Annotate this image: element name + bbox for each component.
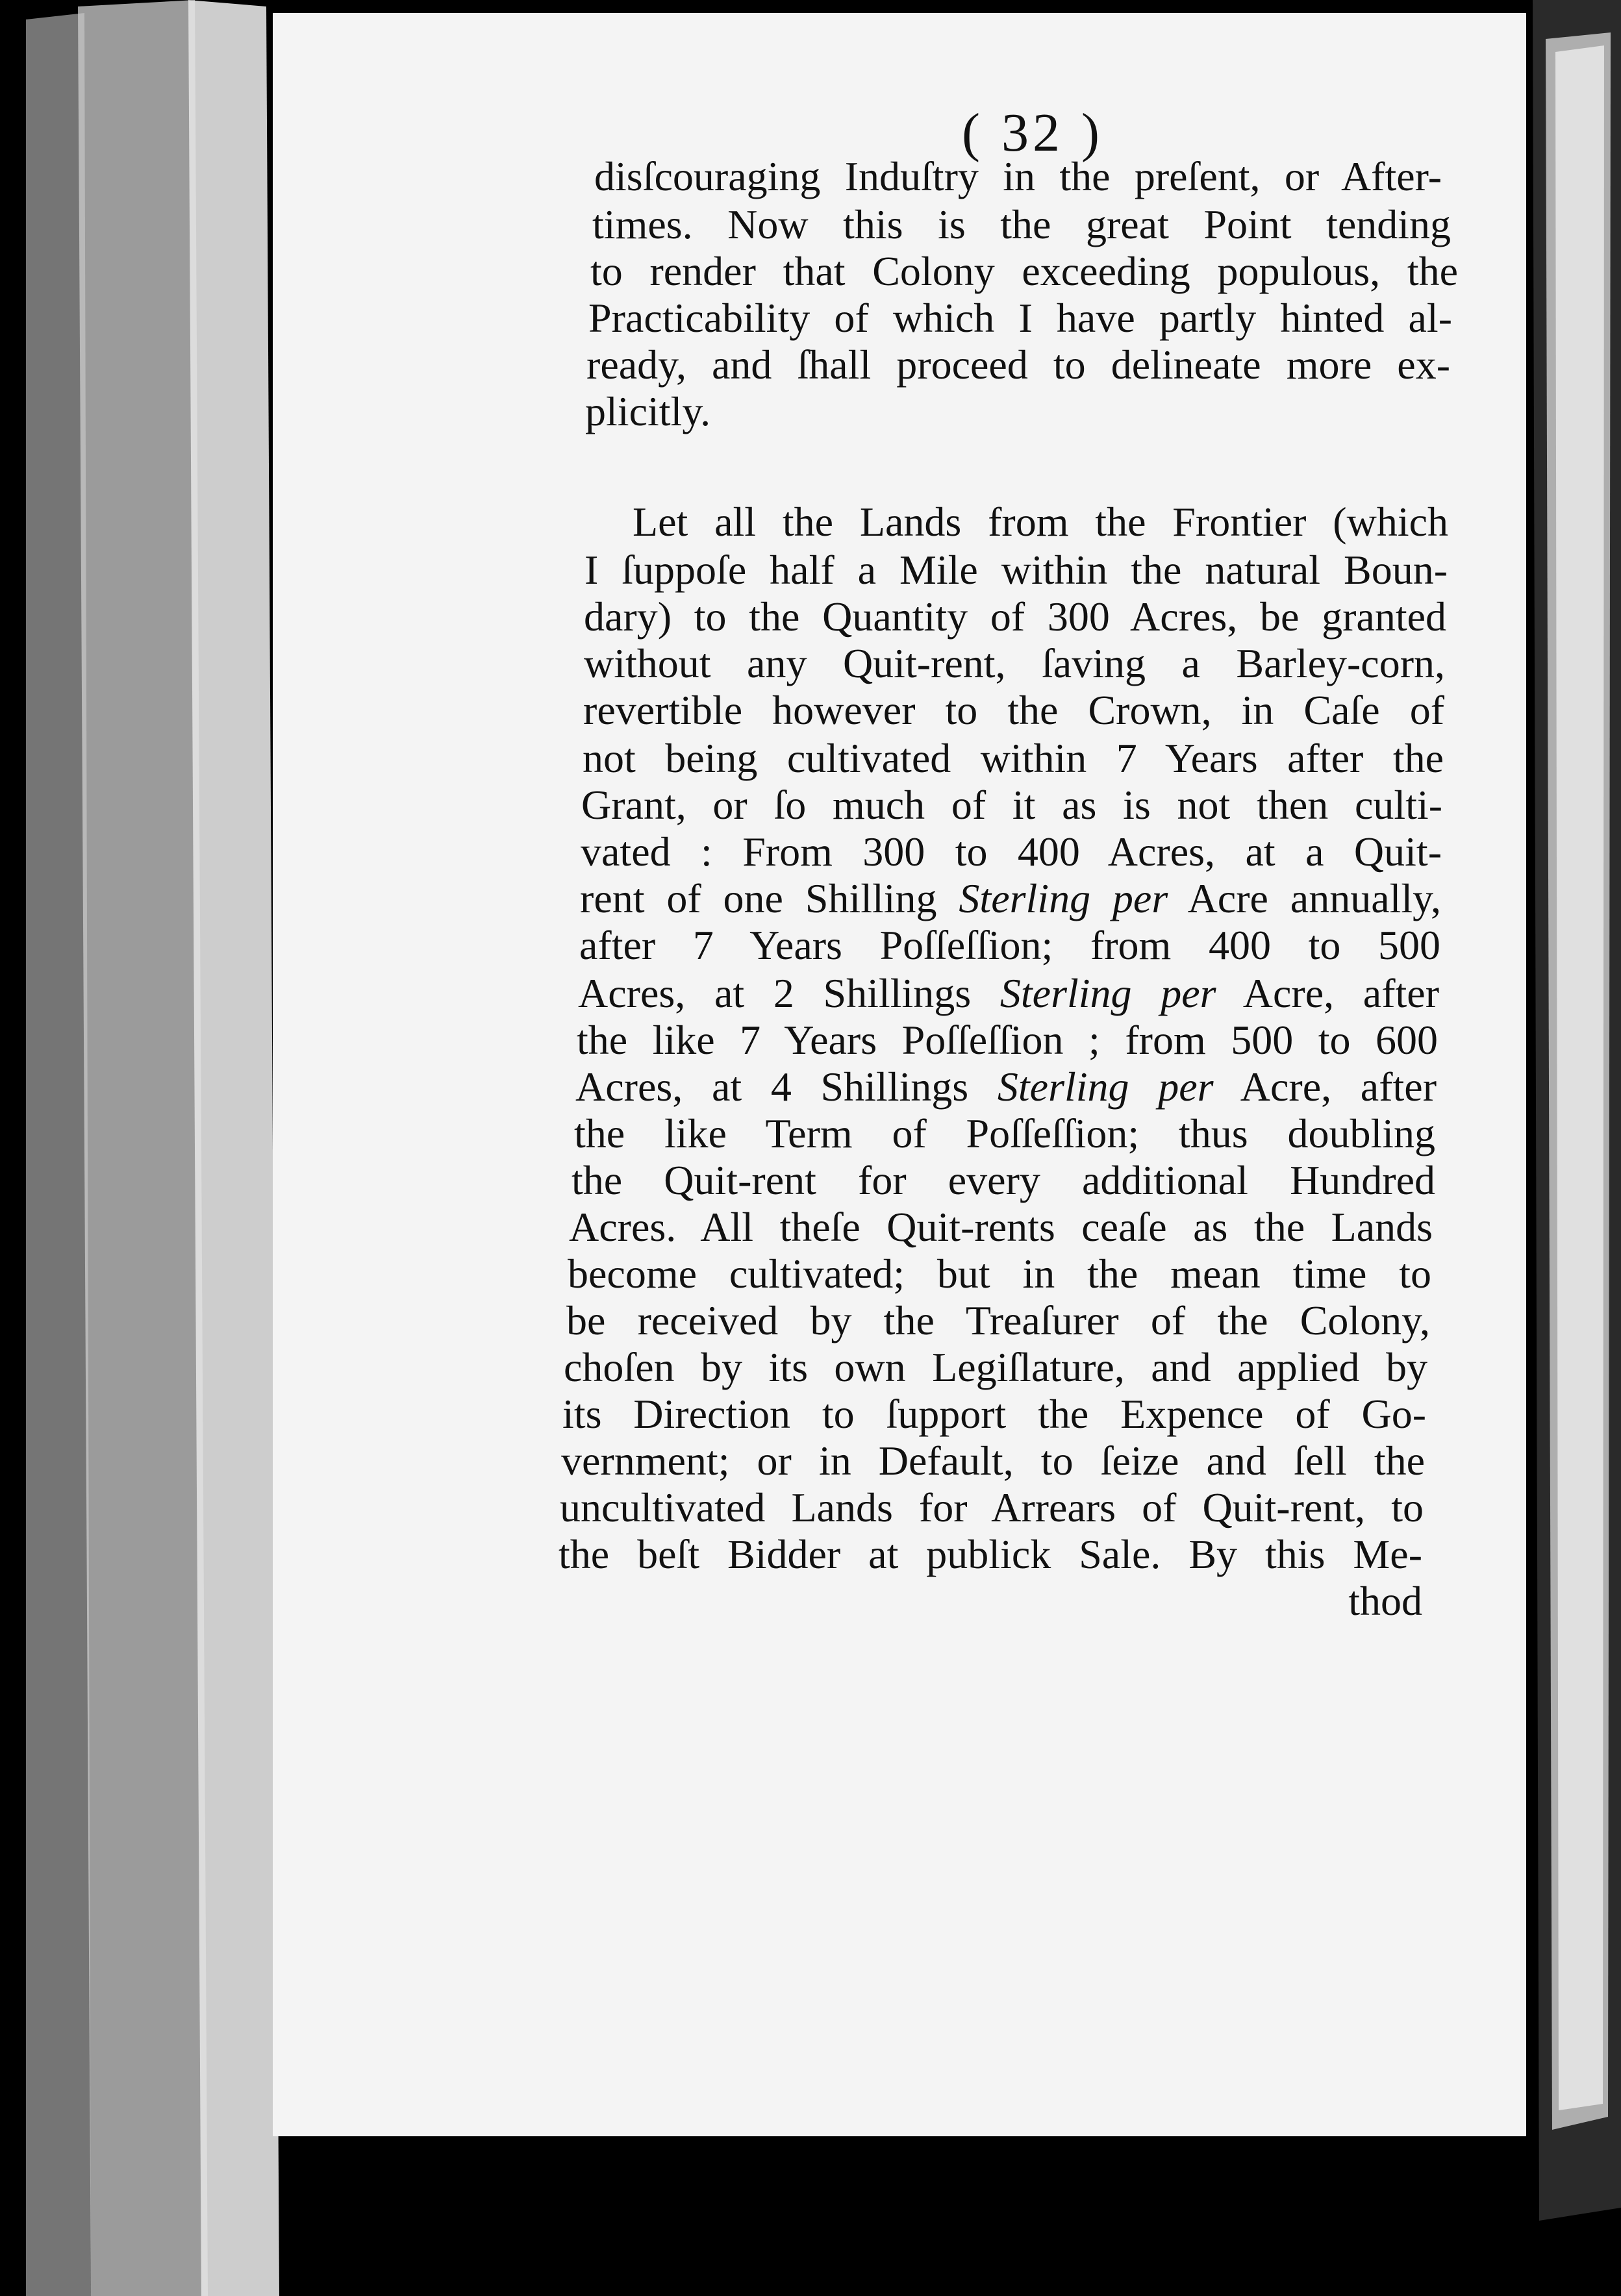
italic-text: Sterling per [959, 875, 1168, 921]
text-line: I ſuppoſe half a Mile within the natural Boun- [584, 547, 1448, 593]
text-line: the Quit-rent for every additional Hundred [572, 1157, 1435, 1203]
text-line: ready, and ſhall proceed to delineate more ex- [586, 342, 1450, 388]
text-line: revertible however to the Crown, in Caſe of [583, 687, 1444, 733]
text-line: times. Now this is the great Point tending [592, 201, 1451, 247]
text-line: Acres, at 4 Shillings Sterling per Acre, after [575, 1064, 1437, 1110]
italic-text: Sterling per [997, 1064, 1214, 1110]
text-line: disſcouraging Induſtry in the preſent, or After- [594, 153, 1442, 199]
text-line: not being cultivated within 7 Years after the [583, 735, 1444, 781]
text-line: the beſt Bidder at publick Sale. By this Me- [559, 1531, 1422, 1577]
text-line: to render that Colony exceeding populous, the [590, 248, 1458, 294]
text-line: dary) to the Quantity of 300 Acres, be granted [584, 593, 1446, 640]
text-line: without any Quit-rent, ſaving a Barley-corn, [584, 640, 1445, 686]
text-line: uncultivated Lands for Arrears of Quit-rent, to [560, 1484, 1424, 1530]
text-line: Acres, at 2 Shillings Sterling per Acre, after [578, 970, 1439, 1016]
text-line: be received by the Treaſurer of the Colony, [566, 1297, 1430, 1343]
text-line: become cultivated; but in the mean time to [568, 1251, 1431, 1297]
text-line: the like 7 Years Poſſeſſion ; from 500 to 600 [577, 1017, 1438, 1063]
text-line: after 7 Years Poſſeſſion; from 400 to 500 [579, 922, 1440, 968]
text-line: its Direction to ſupport the Expence of Go- [562, 1391, 1426, 1437]
text-line: the like Term of Poſſeſſion; thus doubling [574, 1110, 1435, 1156]
catchword: thod [1348, 1578, 1422, 1624]
italic-text: Sterling per [999, 970, 1216, 1016]
text-line: plicitly. [585, 388, 711, 434]
text-line: vernment; or in Default, to ſeize and ſell the [561, 1438, 1425, 1484]
text-line: rent of one Shilling Sterling per Acre annually, [580, 875, 1441, 921]
text-line: Grant, or ſo much of it as is not then culti- [581, 782, 1442, 828]
page-number: ( 32 ) [962, 103, 1103, 163]
text-line: Let all the Lands from the Frontier (which [633, 499, 1448, 545]
text-line: vated : From 300 to 400 Acres, at a Quit- [581, 829, 1442, 875]
text-line: choſen by its own Legiſlature, and applied by [564, 1344, 1427, 1390]
text-line: Acres. All theſe Quit-rents ceaſe as the Lands [569, 1204, 1433, 1250]
text-line: Practicability of which I have partly hinted al- [588, 295, 1452, 341]
